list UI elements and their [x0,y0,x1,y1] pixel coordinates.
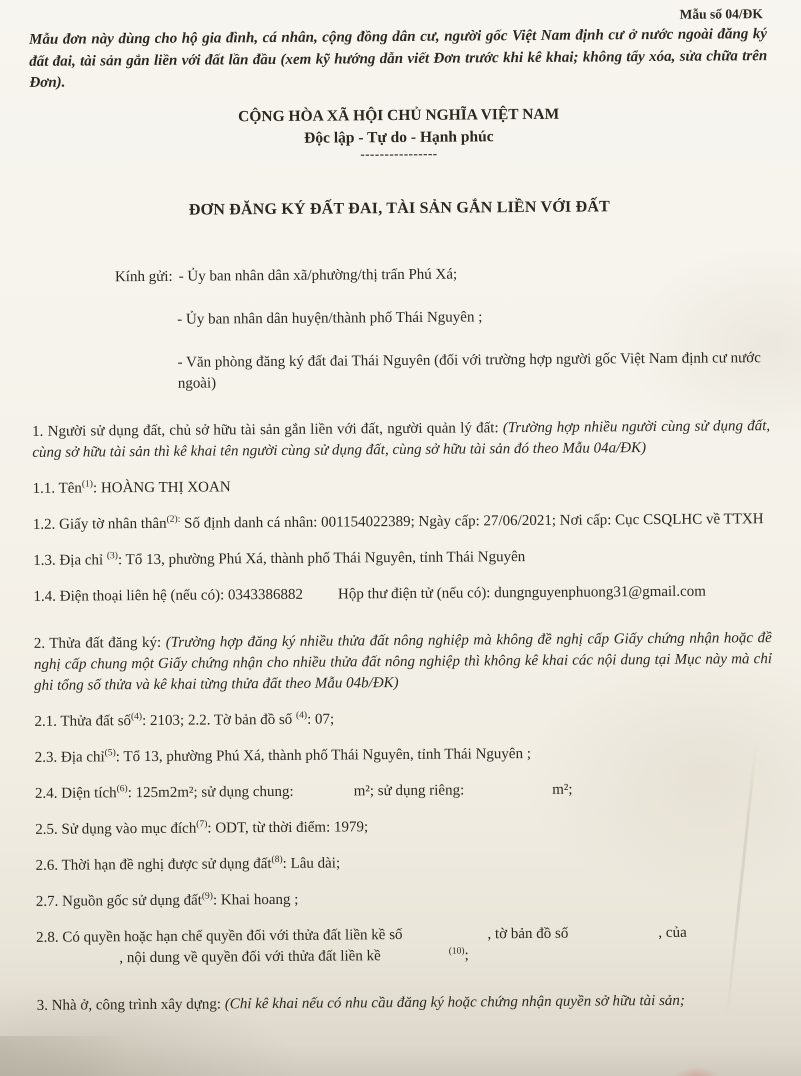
blank-gap [403,938,488,939]
field-value: : Tổ 13, phường Phú Xá, thành phố Thái Nguyên, tỉnh Thái Nguyên [117,548,526,568]
field-label: 1.2. Giấy tờ nhân thân [32,515,167,533]
field-text: , của [658,924,687,941]
field-text: ; [464,946,469,964]
footnote-ref-3: (3) [106,550,118,561]
footnote-ref-7: (7) [196,819,208,830]
footnote-ref-5: (5) [104,747,116,758]
phone-value: 1.4. Điện thoại liên hệ (nếu có): 0343386882 [33,586,304,605]
field-label: 1.1. Tên [32,480,82,497]
field-value-2: : 07; [307,711,335,728]
header-divider: ---------------- [360,145,438,161]
field-label: 1.3. Địa chỉ [33,551,107,569]
field-value: : HOÀNG THỊ XOAN [92,478,231,496]
field-label: 2.6. Thời hạn đề nghị được sử dụng đất [35,855,272,874]
section2-heading [34,628,772,697]
field-1-1-name [33,473,771,500]
footnote-ref-4a: (4) [130,711,143,722]
field-value: : Lâu dài; [282,854,341,872]
blank-gap [381,959,449,960]
field-1-3-address [33,545,771,572]
field-1-2-identity [33,509,771,536]
field-1-4-contact [33,581,771,608]
country-name: CỘNG HÒA XÃ HỘI CHỦ NGHĨA VIỆT NAM [238,105,560,125]
recipients-label: Kính gửi: [114,268,173,285]
field-text: 2.8. Có quyền hoặc hạn chế quyền đối với thửa đất liền kề số [36,926,403,946]
intro-note: Mẫu đơn này dùng cho hộ gia đình, cá nhân, cộng đồng dân cư, người gốc Việt Nam định cư ở nước ngoài đăng ký đất đai, tài sản gắn liền với đất lần đầu (xem kỹ hướng dẫn viết Đơn trước khi kê khai; không tẩy xóa, sửa chữa trên Đơn). [29,26,768,91]
section3-heading-text: 3. Nhà ở, công trình xây dựng: [36,995,225,1014]
field-label: 2.7. Nguồn gốc sử dụng đất [35,892,202,910]
section3-heading [37,990,775,1017]
blank-gap [464,793,552,794]
field-label: 2.4. Diện tích [34,784,117,802]
field-value: Số định danh cá nhân: 001154022389; Ngày cấp: 27/06/2021; Nơi cấp: Cục CSQLHC về TTXH [180,510,764,532]
field-label: 2.1. Thửa đất số [34,712,132,730]
footnote-ref-4b: (4) [295,710,308,721]
form-code: Mẫu số 04/ĐK [679,6,763,22]
blank-gap [568,936,658,937]
email-value: Hộp thư điện tử (nếu có): dungnguyenphuong31@gmail.com [337,583,706,602]
section2-heading-note: (Trường hợp đăng ký nhiều thửa đất nông nghiệp mà không đề nghị cấp Giấy chứng nhận hoặc đề nghị cấp chung một Giấy chứng nhận cho nhiều thửa đất nông nghiệp thì không kê khai các nội dung tại Mục này mà chỉ ghi tổng số thửa và kê khai từng thửa đất theo Mẫu 04b/ĐK) [33,629,773,694]
field-2-1-parcel-number [34,706,772,733]
recipient-2: - Ủy ban nhân dân huyện/thành phố Thái Nguyên ; [177,308,483,328]
recipient-3: - Văn phòng đăng ký đất đai Thái Nguyên (đối với trường hợp người gốc Việt Nam định cư nước ngoài) [177,349,761,392]
section1-heading [32,416,770,464]
national-header [30,102,768,163]
section3-heading-note: (Chỉ kê khai nếu có nhu cầu đăng ký hoặc chứng nhận quyền sở hữu tài sản; [224,992,685,1012]
footnote-ref-6: (6) [116,783,128,794]
field-2-6-duration [35,850,773,877]
section1-heading-note: (Trường hợp nhiều người cùng sử dụng đất, cùng sở hữu tài sản thì kê khai tên người cùng sử dụng đất, cùng sở hữu tài sản đó theo Mẫu 04a/ĐK) [32,417,771,461]
section2-heading-text: 2. Thửa đất đăng ký: [33,634,166,652]
recipient-line-2 [31,305,769,332]
recipient-1: - Ủy ban nhân dân xã/phường/thị trấn Phú Xá; [178,266,458,285]
footnote-ref-8: (8) [271,854,283,865]
field-2-3-parcel-address [35,742,773,769]
form-title: ĐƠN ĐĂNG KÝ ĐẤT ĐAI, TÀI SẢN GẮN LIỀN VỚI ĐẤT [188,197,610,219]
recipients-block [31,262,770,396]
field-2-8-adjacent-rights [36,922,774,970]
field-2-5-purpose [35,814,773,841]
recipient-line-1 [31,262,769,289]
field-2-4-area [35,778,773,805]
private-use-unit: m²; [552,781,573,798]
footnote-ref-1: (1) [81,478,93,490]
field-value: : 2103; [142,712,189,729]
national-motto: Độc lập - Tự do - Hạnh phúc [304,127,494,147]
field-value: : Khai hoang ; [212,891,299,908]
footnote-ref-9: (9) [201,890,213,902]
section1-heading-text: 1. Người sử dụng đất, chủ sở hữu tài sản gắn liền với đất, người quản lý đất: [32,419,503,440]
field-value: : ODT, từ thời điểm: 1979; [207,818,369,837]
field-text: , tờ bản đồ số [487,925,569,942]
shared-use-unit: m²; sử dụng riêng: [353,782,465,799]
field-2-7-origin [36,886,774,913]
recipient-line-3 [32,348,770,396]
field-label-2: 2.2. Tờ bản đồ số [187,711,297,729]
field-label: 2.3. Địa chỉ [34,748,105,766]
field-value: : 125m2m²; sử dụng chung: [127,783,294,801]
field-text: , nội dung về quyền đối với thửa đất liền kề [119,947,381,966]
field-label: 2.5. Sử dụng vào mục đích [35,820,197,838]
footnote-ref-2: (2): [166,514,181,525]
footnote-ref-10: (10) [448,946,465,957]
field-value: : Tổ 13, phường Phú Xá, thành phố Thái Nguyên, tỉnh Thái Nguyên ; [115,745,532,765]
